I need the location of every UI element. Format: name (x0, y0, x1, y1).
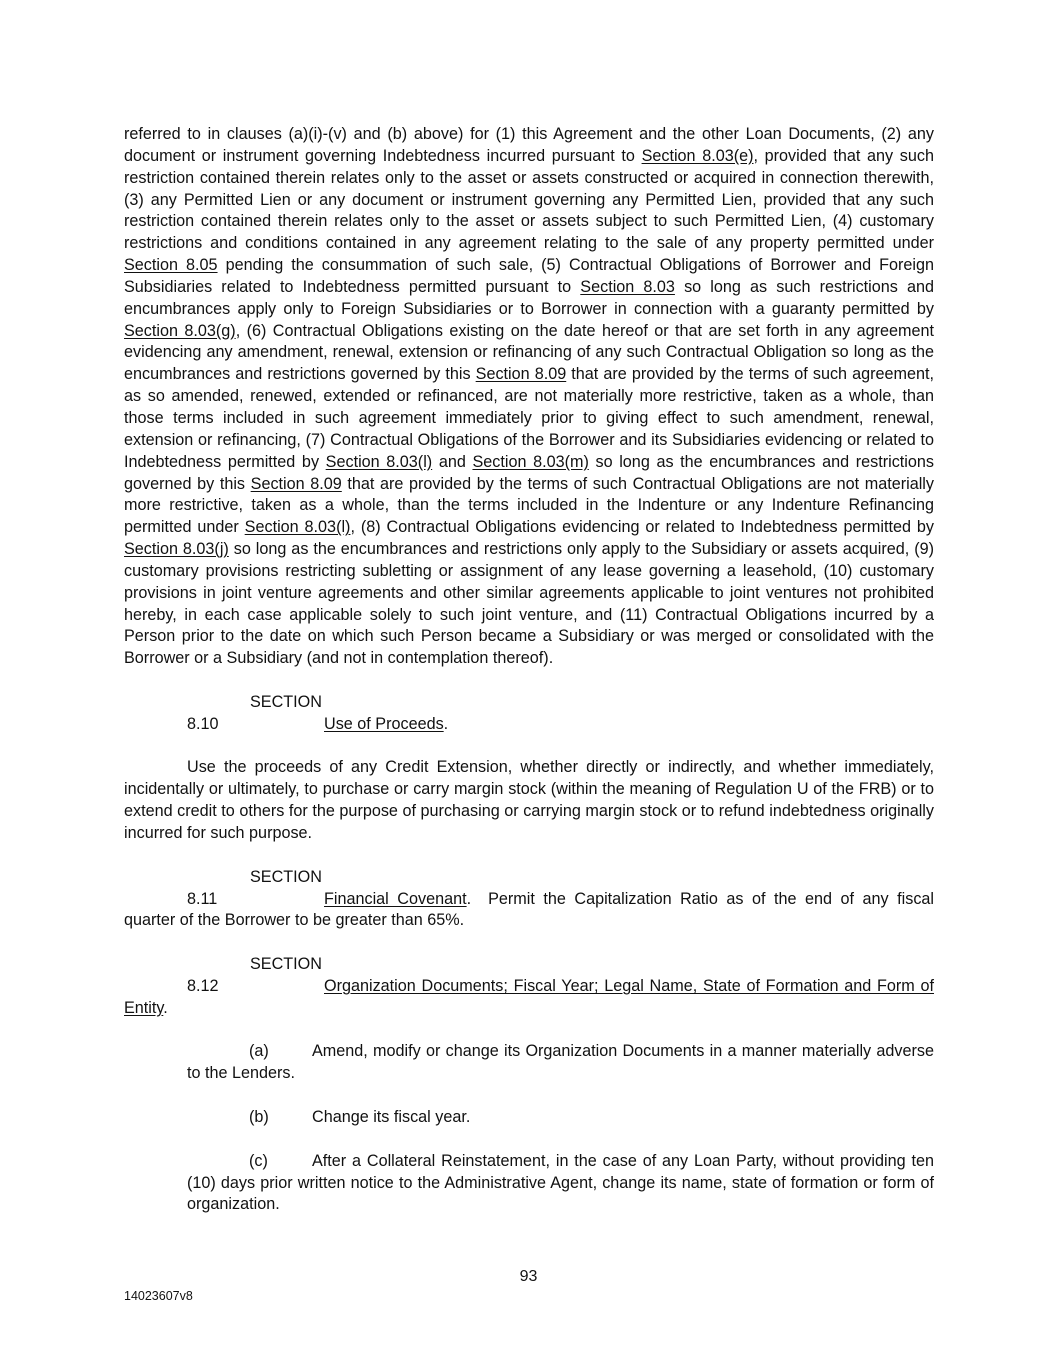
section-reference: Section 8.03(e) (641, 146, 754, 165)
section-number: SECTION 8.12 (187, 955, 322, 995)
section-reference: Section 8.05 (124, 256, 218, 275)
clause-text: After a Collateral Reinstatement, in the case of any Loan Party, without providing ten (10) days prior written notice to the Administrative Agent, change its name, state of formation or form of organization. (187, 1151, 934, 1214)
section-number: SECTION 8.11 (187, 867, 322, 908)
clause-text: Change its fiscal year. (312, 1107, 471, 1126)
clause-label: (c) (249, 1151, 268, 1170)
section-reference: Section 8.03(m) (472, 452, 589, 471)
section-reference: Section 8.03(l) (244, 518, 351, 537)
clause-label: (b) (249, 1107, 269, 1126)
section-8-12-heading: SECTION 8.12 Organization Documents; Fiscal Year; Legal Name, State of Formation and Form of Entity. (124, 955, 934, 1017)
section-reference: Section 8.03(g) (124, 321, 236, 340)
section-body: Permit the Capitalization Ratio as of the end of any fiscal quarter of the Borrower to be greater than 65%. (124, 889, 939, 930)
section-reference: Section 8.03(l) (325, 452, 433, 471)
section-title: Financial Covenant (324, 889, 467, 908)
section-reference: Section 8.03 (580, 277, 675, 296)
clause-label: (a) (249, 1042, 269, 1061)
clause-text: Amend, modify or change its Organization Documents in a manner materially adverse to the Lenders. (187, 1042, 934, 1083)
section-8-10-body: Use the proceeds of any Credit Extension, whether directly or indirectly, and whether immediately, incidentally or ultimately, to purchase or carry margin stock (within the meaning of Regulation U of the FRB) or to extend credit to others for the purpose of purchasing or carrying margin stock or to refund indebtedness originally incurred for such purpose. (124, 758, 934, 842)
clause-c (187, 1151, 934, 1217)
clause-b (187, 1107, 934, 1129)
section-8-11: SECTION 8.11 Financial Covenant. Permit the Capitalization Ratio as of the end of any fiscal quarter of the Borrower to be greater than 65%. (124, 867, 939, 930)
section-reference: Section 8.09 (475, 365, 567, 384)
document-id: 14023607v8 (124, 1289, 193, 1303)
section-reference: Section 8.03(j) (124, 540, 229, 559)
section-title: Use of Proceeds (324, 714, 444, 733)
section-reference: Section 8.09 (250, 474, 342, 493)
paragraph-negative-pledge-exceptions: referred to in clauses (a)(i)-(v) and (b) above) for (1) this Agreement and the other Loan Documents, (2) any document or instrument governing Indebtedness incurred pursuant to Section 8.03(e), provided that any such restriction contained therein relates only to the asset or assets constructed or acquired in connection therewith, (3) any Permitted Lien or any document or instrument governing any Permitted Lien, provided that any such restriction contained therein relates only to the asset or assets subject to such Permitted Lien, (4) customary restrictions and conditions contained in any agreement relating to the sale of any property permitted under Section 8.05 pending the consummation of such sale, (5) Contractual Obligations of Borrower and Foreign Subsidiaries related to Indebtedness permitted pursuant to Section 8.03 so long as such restrictions and encumbrances apply only to Foreign Subsidiaries or to Borrower in connection with a guaranty permitted by Section 8.03(g), (6) Contractual Obligations existing on the date hereof or that are set forth in any agreement evidencing any amendment, renewal, extension or refinancing of any such Contractual Obligation so long as the encumbrances and restrictions governed by this Section 8.09 that are provided by the terms of such agreement, as so amended, renewed, extended or refinanced, are not materially more restrictive, taken as a whole, than those terms included in such agreement immediately prior to giving effect to such amendment, renewal, extension or refinancing, (7) Contractual Obligations of the Borrower and its Subsidiaries evidencing or related to Indebtedness permitted by Section 8.03(l) and Section 8.03(m) so long as the encumbrances and restrictions governed by this Section 8.09 that are provided by the terms of such Contractual Obligations are not materially more restrictive, taken as a whole, than the terms included in the Indenture or any Indenture Refinancing permitted under Section 8.03(l), (8) Contractual Obligations evidencing or related to Indebtedness permitted by Section 8.03(j) so long as the encumbrances and restrictions only apply to the Subsidiary or assets acquired, (9) customary provisions restricting subletting or assignment of any lease governing a leasehold, (10) customary provisions in joint venture agreements and other similar agreements applicable to joint ventures not prohibited hereby, in each case applicable solely to such joint venture, and (11) Contractual Obligations incurred by a Person prior to the date on which such Person became a Subsidiary or was merged or consolidated with the Borrower or a Subsidiary (and not in contemplation thereof). (124, 125, 935, 668)
section-8-10-heading: SECTION 8.10 Use of Proceeds. (124, 692, 934, 736)
clause-a (187, 1041, 934, 1085)
page-number: 93 (519, 1268, 538, 1285)
section-number: SECTION 8.10 (187, 692, 322, 733)
section-title: Organization Documents; Fiscal Year; Legal Name, State of Formation and Form of Entity (124, 976, 934, 1017)
document-body (124, 124, 939, 1216)
